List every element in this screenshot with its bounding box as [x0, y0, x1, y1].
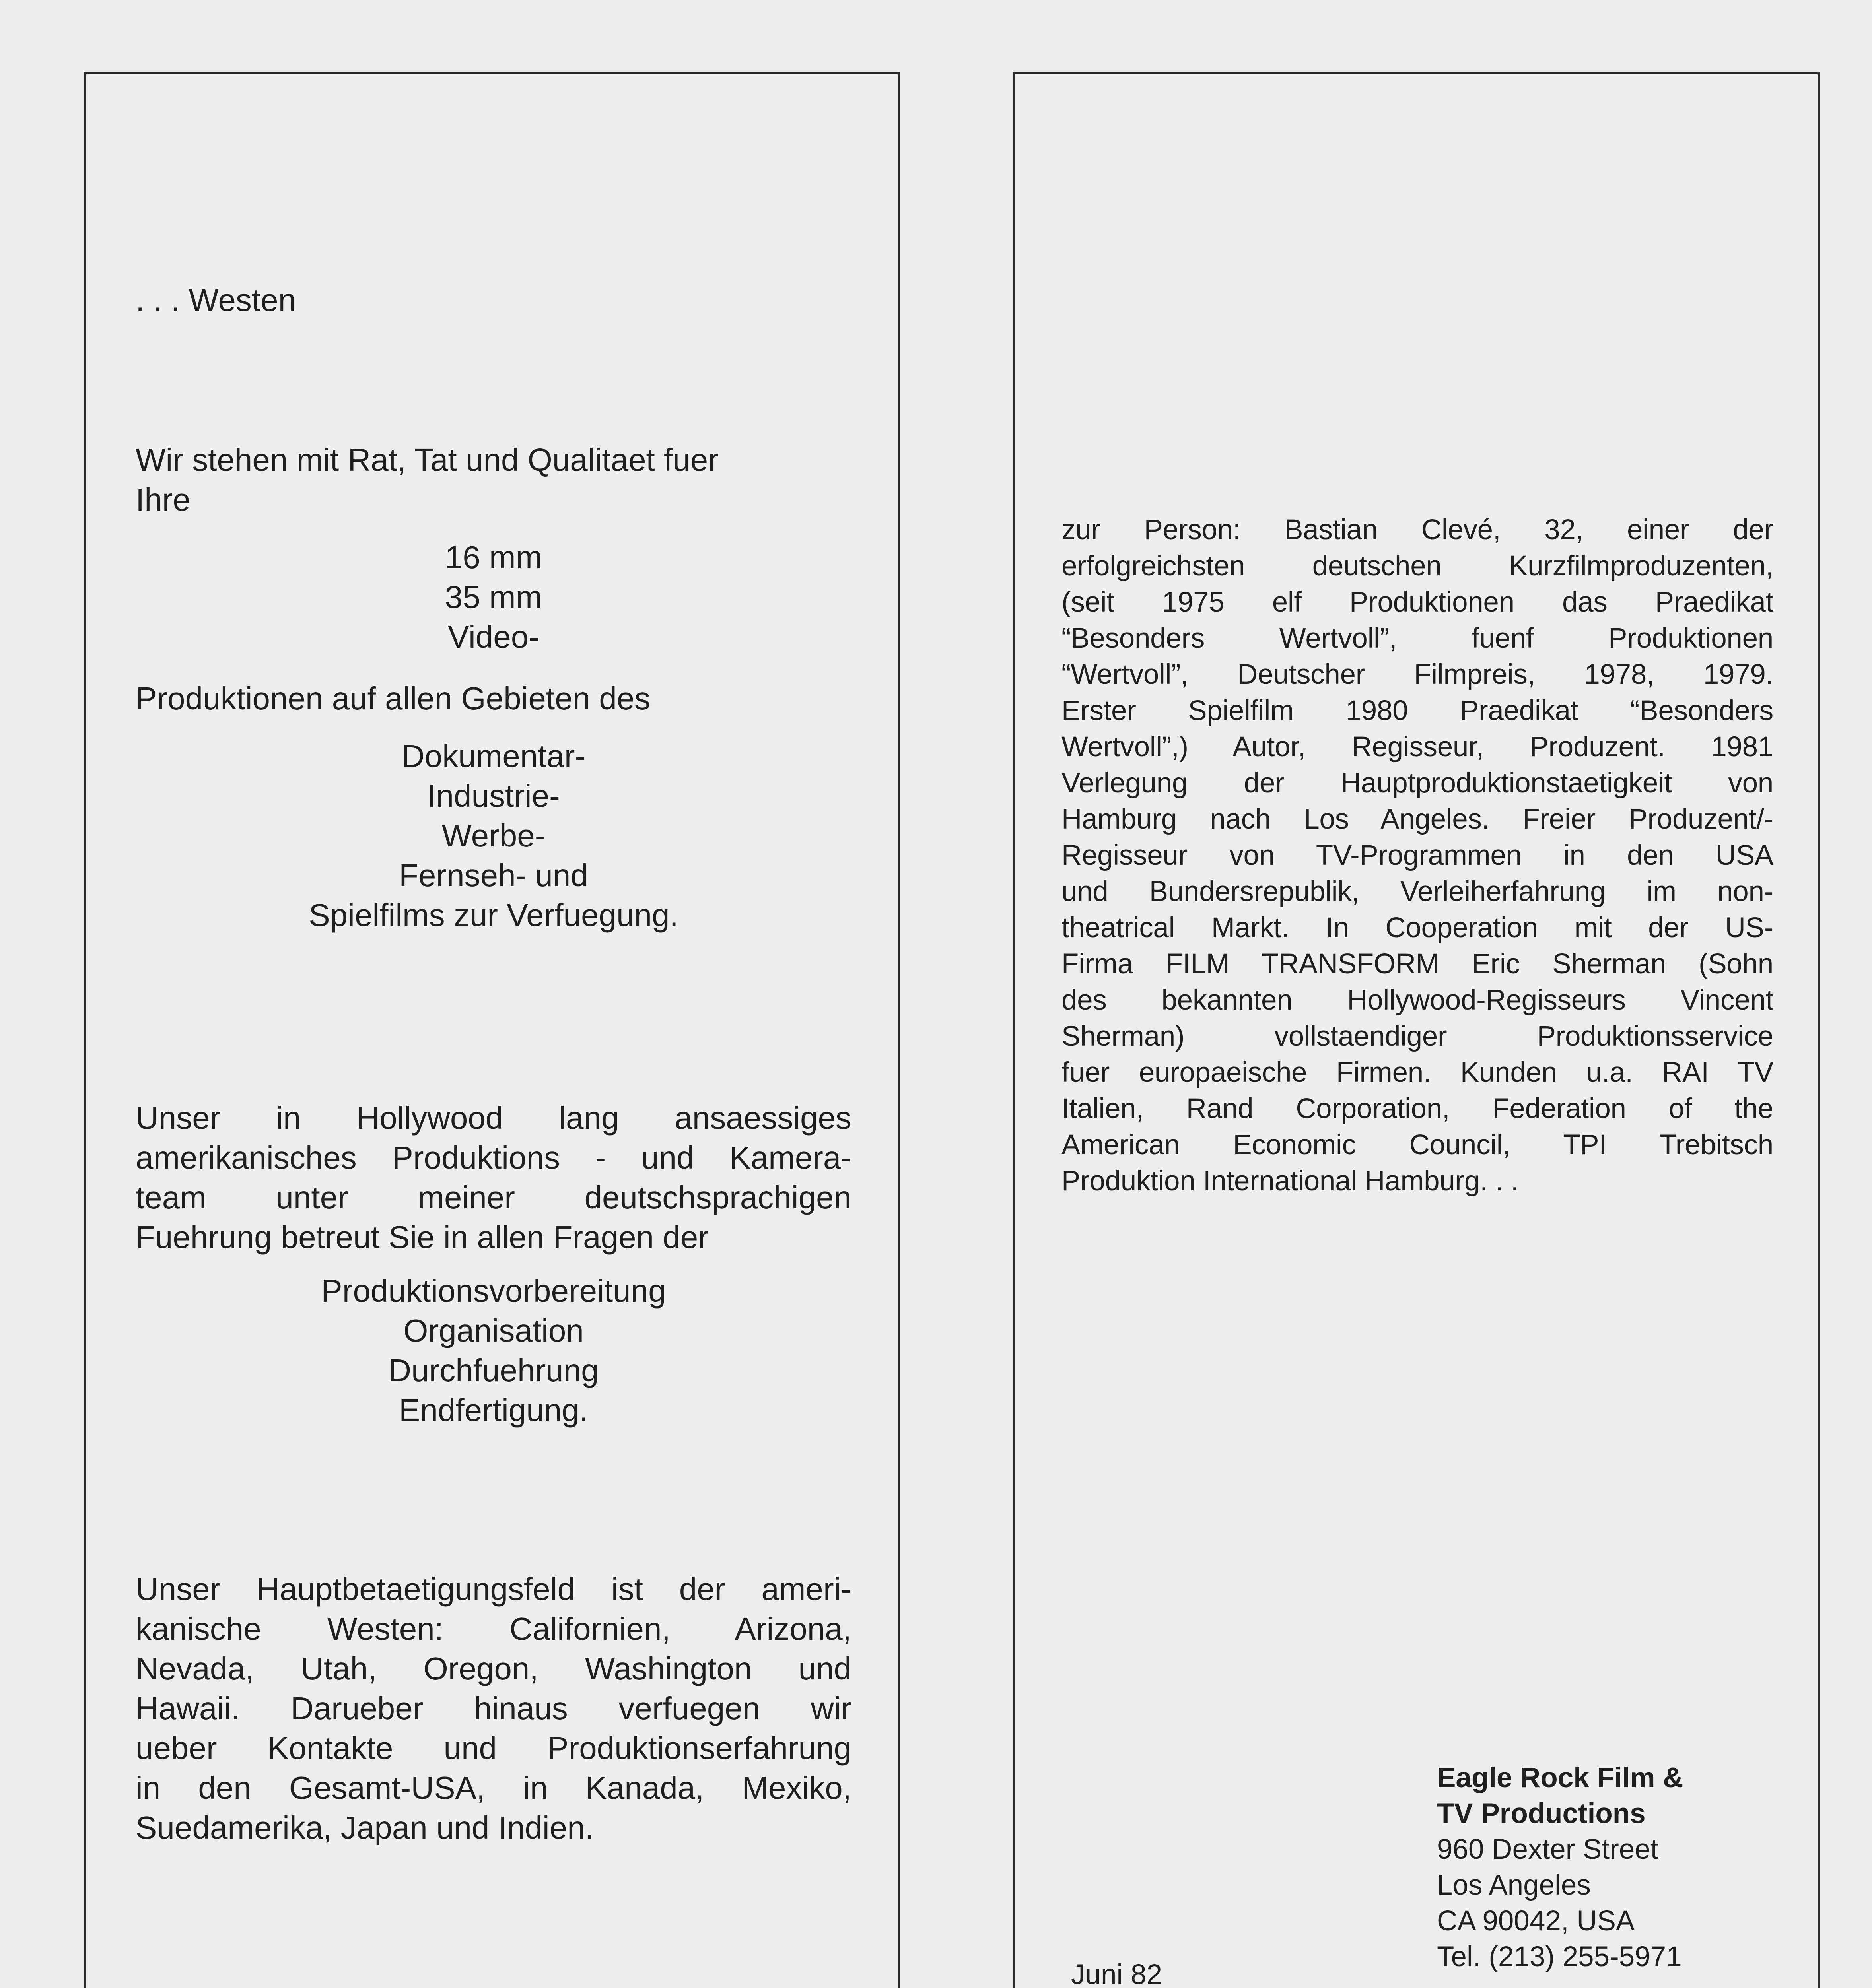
bio-line: “Wertvoll”, Deutscher Filmpreis, 1978, 1979. — [1061, 659, 1773, 690]
genre-item: Spielfilms zur Verfuegung. — [309, 897, 678, 933]
region-line: Suedamerika, Japan und Indien. — [136, 1810, 594, 1845]
left-panel — [84, 72, 900, 1988]
bio-line: Erster Spielfilm 1980 Praedikat “Besonders — [1061, 695, 1773, 726]
formats-list — [136, 538, 851, 657]
region-line: Unser Hauptbetaetigungsfeld ist der ameri- — [136, 1571, 851, 1607]
genre-item: Werbe- — [441, 818, 546, 853]
service-item: Produktionsvorbereitung — [321, 1273, 666, 1309]
company-address — [1437, 1760, 1683, 1975]
bio-line: des bekannten Hollywood-Regisseurs Vincent — [1061, 984, 1773, 1016]
bio-line: theatrical Markt. In Cooperation mit der US- — [1061, 912, 1773, 944]
service-item: Organisation — [403, 1313, 584, 1348]
bio-line: Sherman) vollstaendiger Produktionsservice — [1061, 1021, 1773, 1052]
format-item: Video- — [448, 619, 539, 654]
bio-paragraph — [1061, 512, 1773, 1199]
team-line: amerikanisches Produktions - und Kamera- — [136, 1140, 851, 1175]
intro-paragraph — [136, 440, 851, 520]
bio-line: Verlegung der Hauptproduktionstaetigkeit von — [1061, 767, 1773, 799]
services-list — [136, 1271, 851, 1430]
region-line: kanische Westen: Californien, Arizona, — [136, 1611, 851, 1646]
bio-line: zur Person: Bastian Clevé, 32, einer der — [1061, 514, 1773, 546]
heading-westen: . . . Westen — [136, 282, 296, 318]
service-item: Durchfuehrung — [388, 1353, 599, 1388]
bio-line: Produktion International Hamburg. . . — [1061, 1165, 1519, 1197]
intro-line: Ihre — [136, 482, 191, 517]
bio-line: erfolgreichsten deutschen Kurzfilmproduzenten, — [1061, 550, 1773, 582]
address-line: Los Angeles — [1437, 1870, 1591, 1901]
genre-item: Industrie- — [427, 778, 560, 813]
bio-line: American Economic Council, TPI Trebitsch — [1061, 1129, 1773, 1161]
bio-line: und Bundersrepublik, Verleiherfahrung im non- — [1061, 876, 1773, 907]
intro-line: Wir stehen mit Rat, Tat und Qualitaet fuer — [136, 442, 719, 478]
region-line: in den Gesamt-USA, in Kanada, Mexiko, — [136, 1770, 851, 1806]
team-line: Unser in Hollywood lang ansaessiges — [136, 1100, 851, 1136]
company-name-line: Eagle Rock Film & — [1437, 1762, 1683, 1794]
bio-line: Hamburg nach Los Angeles. Freier Produzent/- — [1061, 804, 1773, 835]
phone-line: Tel. (213) 255-5971 — [1437, 1941, 1682, 1972]
format-item: 35 mm — [445, 579, 542, 615]
region-line: ueber Kontakte und Produktionserfahrung — [136, 1730, 851, 1766]
team-line: Fuehrung betreut Sie in allen Fragen der — [136, 1219, 709, 1255]
service-item: Endfertigung. — [399, 1392, 588, 1428]
team-line: team unter meiner deutschsprachigen — [136, 1180, 851, 1215]
company-name-line: TV Productions — [1437, 1798, 1646, 1829]
genre-item: Dokumentar- — [401, 738, 586, 774]
date-label: Juni 82 — [1071, 1959, 1162, 1988]
bio-line: fuer europaeische Firmen. Kunden u.a. RAI TV — [1061, 1057, 1773, 1088]
productions-line: Produktionen auf allen Gebieten des — [136, 681, 651, 716]
bio-line: Firma FILM TRANSFORM Eric Sherman (Sohn — [1061, 948, 1773, 980]
format-item: 16 mm — [445, 540, 542, 575]
bio-line: Italien, Rand Corporation, Federation of the — [1061, 1093, 1773, 1124]
genres-list — [136, 736, 851, 935]
address-line: CA 90042, USA — [1437, 1905, 1635, 1937]
bio-line: Wertvoll”,) Autor, Regisseur, Produzent. 1981 — [1061, 731, 1773, 763]
bio-line: “Besonders Wertvoll”, fuenf Produktionen — [1061, 623, 1773, 654]
region-line: Hawaii. Darueber hinaus verfuegen wir — [136, 1691, 851, 1726]
bio-line: (seit 1975 elf Produktionen das Praedikat — [1061, 586, 1773, 618]
genre-item: Fernseh- und — [399, 858, 588, 893]
address-line: 960 Dexter Street — [1437, 1834, 1658, 1865]
team-paragraph — [136, 1098, 851, 1257]
bio-line: Regisseur von TV-Programmen in den USA — [1061, 840, 1773, 871]
right-panel — [1013, 72, 1820, 1988]
region-line: Nevada, Utah, Oregon, Washington und — [136, 1651, 851, 1686]
region-paragraph — [136, 1569, 851, 1848]
